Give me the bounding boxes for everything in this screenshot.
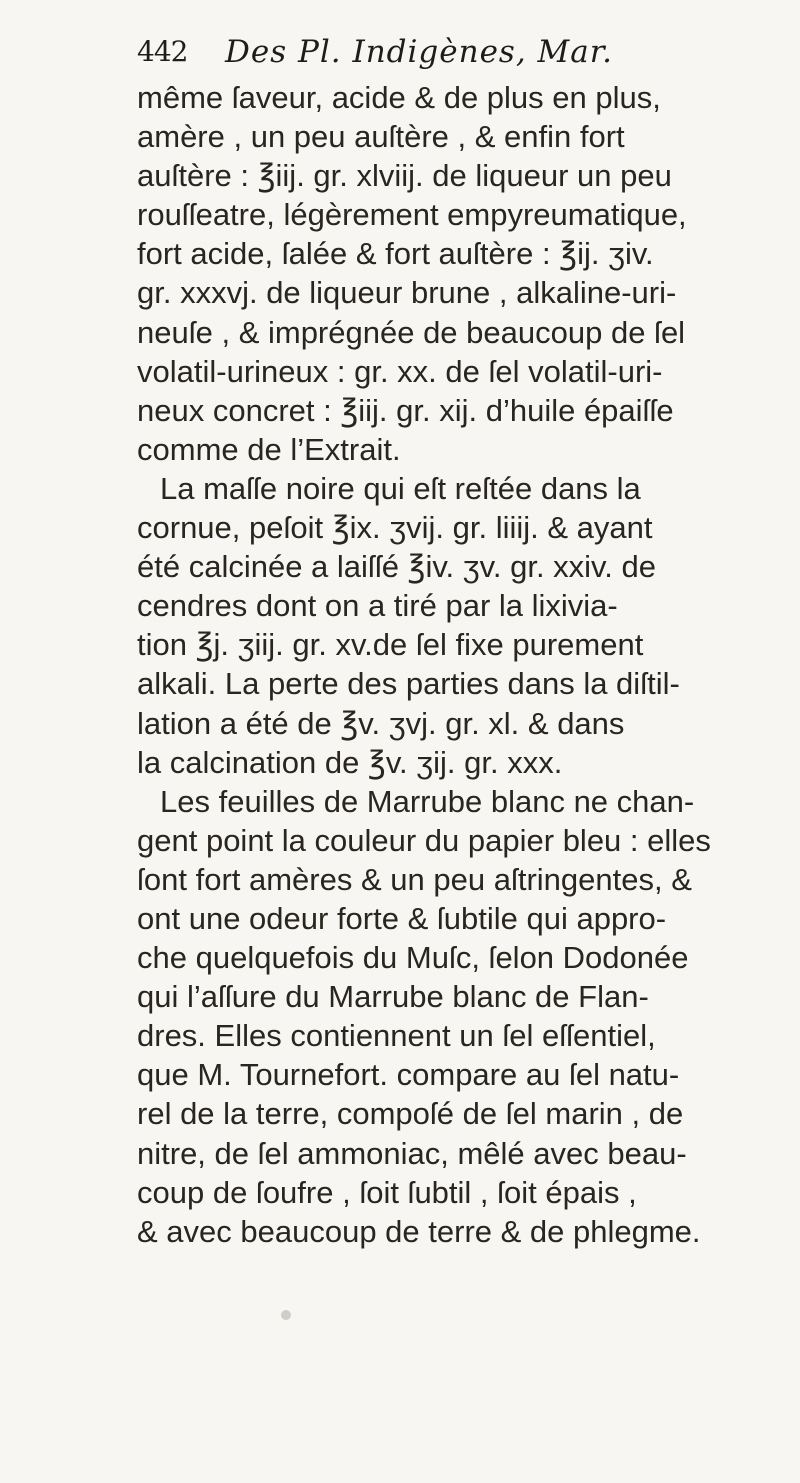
text-line: ſont fort amères & un peu aſtringentes, & xyxy=(137,861,692,897)
text-line: volatil-urineux : gr. xx. de ſel volatil-uri- xyxy=(137,353,663,389)
text-line: coup de ſoufre , ſoit ſubtil , ſoit épais , xyxy=(137,1174,637,1210)
text-line: rouſſeatre, légèrement empyreumatique, xyxy=(137,197,687,233)
text-line: ont une odeur forte & ſubtile qui appro- xyxy=(137,900,667,936)
text-line: auſtère : ℥iij. gr. xlviij. de liqueur un peu xyxy=(137,158,672,194)
text-line: lation a été de ℥v. ʒvj. gr. xl. & dans xyxy=(137,705,625,741)
text-line: même ſaveur, acide & de plus en plus, xyxy=(137,80,661,115)
text-line: cornue, peſoit ℥ix. ʒvij. gr. liiij. & ayant xyxy=(137,510,653,546)
text-line: & avec beaucoup de terre & de phlegme. xyxy=(137,1213,701,1249)
text-line: amère , un peu auſtère , & enfin fort xyxy=(137,119,625,155)
page-header xyxy=(137,28,777,76)
running-title: Des Pl. Indigènes, Mar. xyxy=(225,34,614,70)
text-line: été calcinée a laiſſé ℥iv. ʒv. gr. xxiv. de xyxy=(137,549,656,585)
text-line: la calcination de ℥v. ʒij. gr. xxx. xyxy=(137,744,563,780)
text-line: que M. Tournefort. compare au ſel natu- xyxy=(137,1057,680,1093)
body-text xyxy=(137,78,789,1251)
text-line: gent point la couleur du papier bleu : elles xyxy=(137,822,711,858)
text-line: nitre, de ſel ammoniac, mêlé avec beau- xyxy=(137,1135,687,1171)
text-line: qui l’aſſure du Marrube blanc de Flan- xyxy=(137,979,649,1015)
text-line: comme de l’Extrait. xyxy=(137,431,401,467)
paragraph-start-line: La maſſe noire qui eſt reſtée dans la xyxy=(160,470,641,506)
text-line: tion ℥j. ʒiij. gr. xv.de ſel fixe purement xyxy=(137,627,644,663)
text-line: cendres dont on a tiré par la lixivia- xyxy=(137,588,618,624)
text-line: gr. xxxvj. de liqueur brune , alkaline-uri- xyxy=(137,275,677,311)
text-line: rel de la terre, compoſé de ſel marin , de xyxy=(137,1096,684,1132)
paragraph-start-line: Les feuilles de Marrube blanc ne chan- xyxy=(160,783,695,819)
text-line: neux concret : ℥iij. gr. xij. d’huile épaiſſe xyxy=(137,392,674,428)
text-line: alkali. La perte des parties dans la diſtil- xyxy=(137,666,680,702)
text-line: che quelquefois du Muſc, ſelon Dodonée xyxy=(137,940,689,976)
text-line: fort acide, ſalée & fort auſtère : ℥ij. ʒiv. xyxy=(137,236,654,272)
paper-fleck xyxy=(281,1310,291,1320)
page-number: 442 xyxy=(137,35,188,68)
text-line: neuſe , & imprégnée de beaucoup de ſel xyxy=(137,314,686,350)
text-line: dres. Elles contiennent un ſel eſſentiel, xyxy=(137,1018,656,1054)
